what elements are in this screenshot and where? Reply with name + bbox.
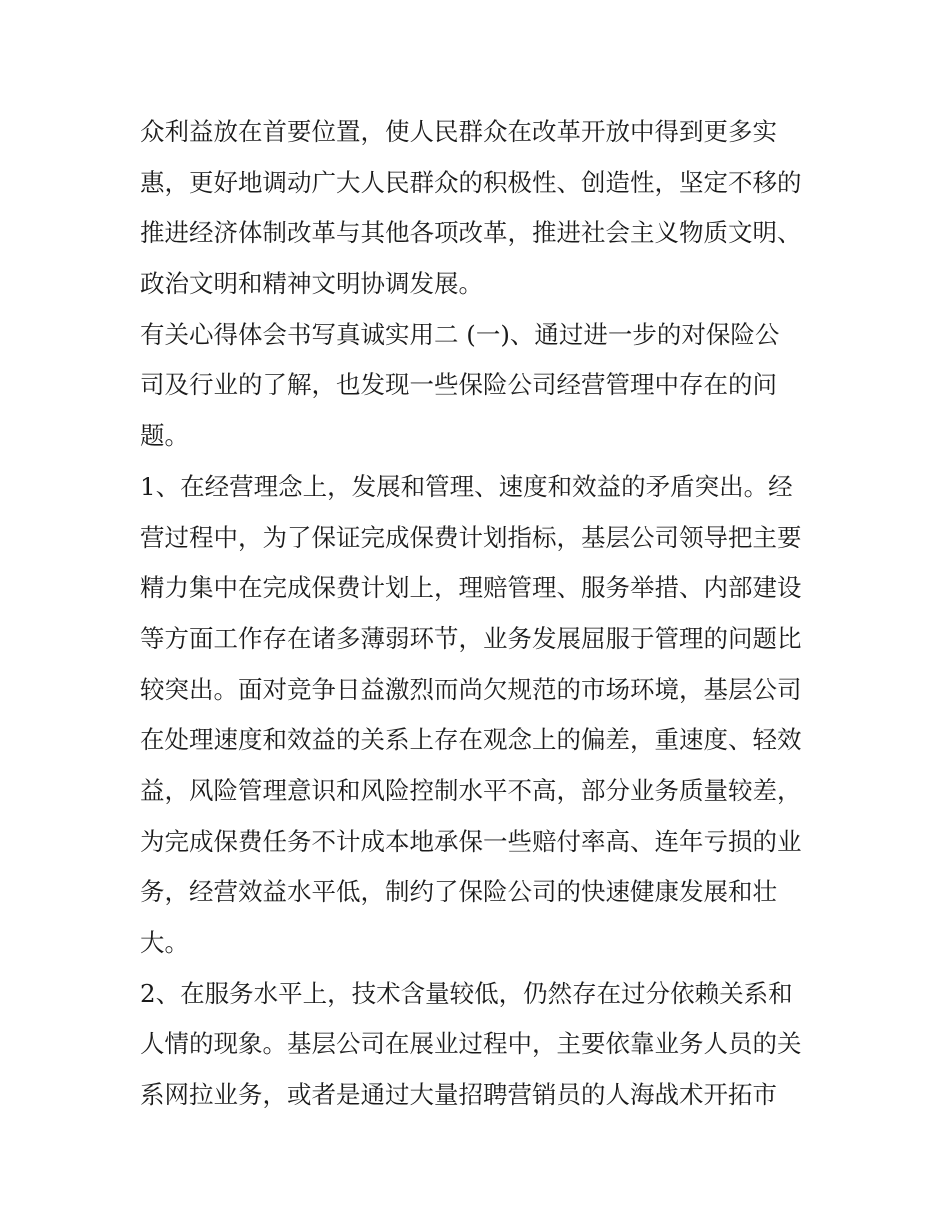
- text-line: 等方面工作存在诸多薄弱环节，业务发展屈服于管理的问题比: [140, 623, 802, 653]
- text-line: 政治文明和精神文明协调发展。: [140, 269, 483, 299]
- document-body: [140, 107, 820, 1121]
- text-line: 大。: [140, 928, 189, 957]
- text-line: 在处理速度和效益的关系上存在观念上的偏差，重速度、轻效: [140, 725, 802, 755]
- text-line: 较突出。面对竞争日益激烈而尚欠规范的市场环境，基层公司: [140, 674, 802, 704]
- text-line: 务，经营效益水平低，制约了保险公司的快速健康发展和壮: [140, 877, 777, 907]
- text-line: 推进经济体制改革与其他各项改革，推进社会主义物质文明、: [140, 218, 802, 248]
- text-line: 司及行业的了解，也发现一些保险公司经营管理中存在的问: [140, 370, 777, 400]
- text-line: 精力集中在完成保费计划上，理赔管理、服务举措、内部建设: [140, 573, 802, 603]
- text-line: 2、在服务水平上，技术含量较低，仍然存在过分依赖关系和: [140, 978, 793, 1008]
- text-line: 为完成保费任务不计成本地承保一些赔付率高、连年亏损的业: [140, 826, 802, 856]
- text-line: 系网拉业务，或者是通过大量招聘营销员的人海战术开拓市: [140, 1080, 777, 1110]
- text-line: 益，风险管理意识和风险控制水平不高，部分业务质量较差，: [140, 775, 802, 805]
- text-line: 人情的现象。基层公司在展业过程中，主要依靠业务人员的关: [140, 1029, 802, 1059]
- text-line: 营过程中，为了保证完成保费计划指标，基层公司领导把主要: [140, 522, 802, 552]
- text-line: 1、在经营理念上，发展和管理、速度和效益的矛盾突出。经: [140, 471, 793, 501]
- text-line: 有关心得体会书写真诚实用二 (一)、通过进一步的对保险公: [140, 319, 780, 349]
- text-line: 众利益放在首要位置，使人民群众在改革开放中得到更多实: [140, 117, 777, 146]
- text-line: 题。: [140, 421, 189, 451]
- text-line: 惠，更好地调动广大人民群众的积极性、创造性，坚定不移的: [140, 167, 802, 197]
